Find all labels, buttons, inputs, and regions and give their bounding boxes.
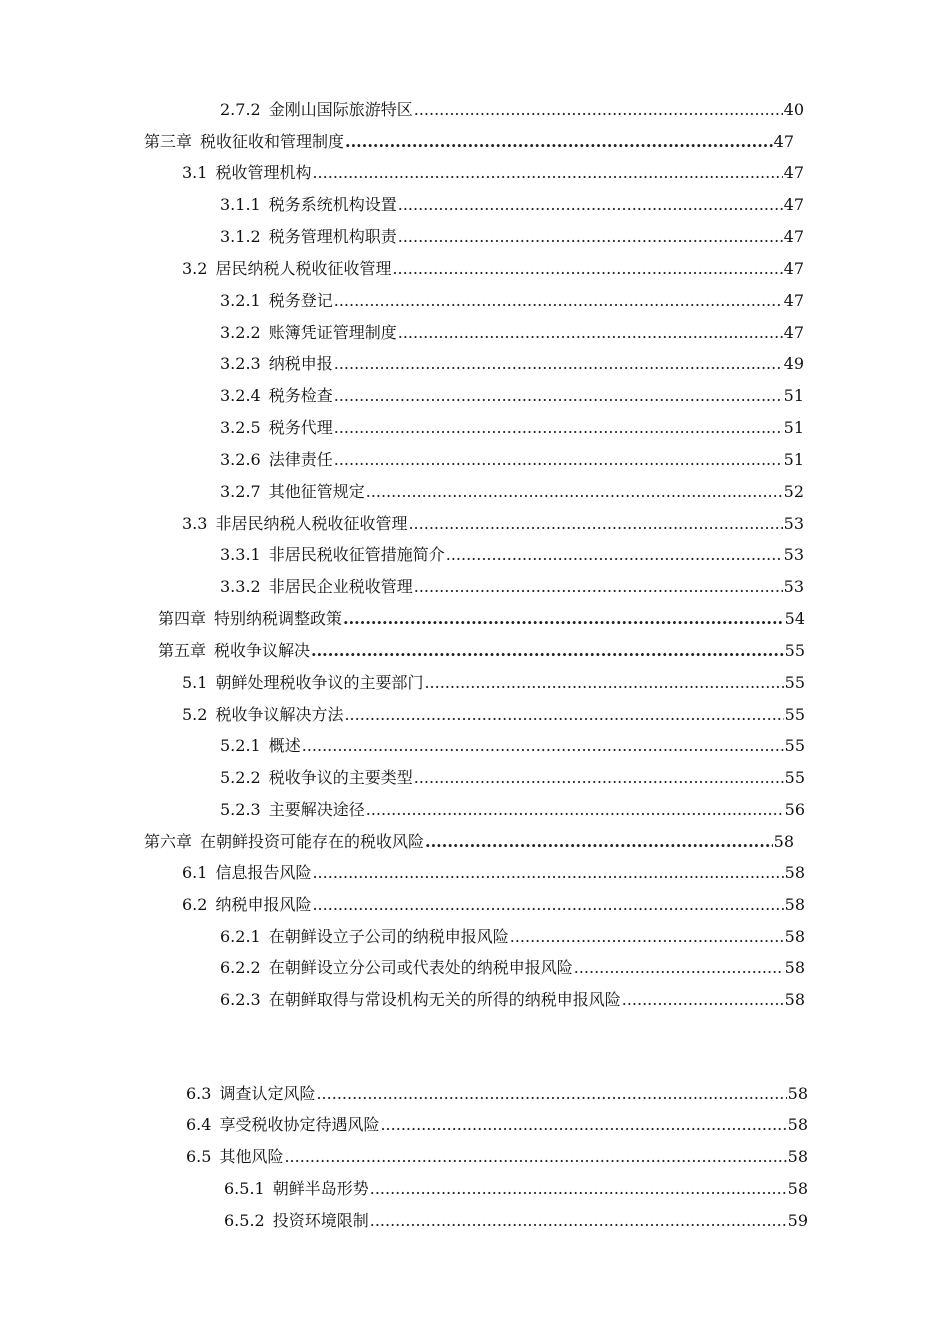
dot-leader <box>510 925 784 949</box>
toc-entry-6-4[interactable] <box>186 1113 808 1137</box>
toc-entry-number: 6.4 <box>186 1115 212 1134</box>
toc-entry-number: 第六章 <box>144 832 193 851</box>
toc-entry-page: 51 <box>783 386 804 405</box>
toc-entry-number: 6.2.1 <box>220 927 261 946</box>
toc-entry-5-2[interactable] <box>182 703 805 727</box>
toc-entry-number: 2.7.2 <box>220 100 261 119</box>
toc-entry-number: 5.2.3 <box>220 800 261 819</box>
toc-entry-page: 58 <box>784 990 805 1009</box>
dot-leader <box>334 352 783 376</box>
toc-entry-number: 6.2 <box>182 895 208 914</box>
toc-entry-6-2-1[interactable] <box>220 925 805 949</box>
dot-leader <box>398 193 783 217</box>
toc-entry-6-5-2[interactable] <box>224 1209 808 1233</box>
toc-entry-title: 调查认定风险 <box>219 1084 316 1103</box>
toc-entry-page: 58 <box>787 1147 808 1166</box>
dot-leader <box>334 448 783 472</box>
toc-entry-title: 其他风险 <box>219 1147 284 1166</box>
toc-entry-number: 第三章 <box>144 132 193 151</box>
dot-leader <box>380 1113 786 1137</box>
toc-entry-page: 47 <box>783 259 804 278</box>
toc-entry-2-7-2[interactable] <box>220 98 804 122</box>
toc-entry-page: 58 <box>784 863 805 882</box>
toc-entry-number: 6.5.1 <box>224 1179 265 1198</box>
toc-entry-number: 6.5.2 <box>224 1211 265 1230</box>
toc-entry-6-2[interactable] <box>182 893 805 917</box>
toc-entry-3-2-1[interactable] <box>220 289 804 313</box>
dot-leader <box>370 1209 787 1233</box>
dot-leader <box>408 512 782 536</box>
toc-entry-number: 6.2.2 <box>220 958 261 977</box>
toc-entry-number: 3.2.1 <box>220 291 261 310</box>
toc-entry-page: 55 <box>784 736 805 755</box>
dot-leader <box>425 830 773 854</box>
dot-leader <box>334 289 783 313</box>
toc-entry-number: 3.2.6 <box>220 450 261 469</box>
toc-entry-page: 51 <box>783 418 804 437</box>
toc-entry-page: 47 <box>783 291 804 310</box>
toc-entry-page: 52 <box>783 482 804 501</box>
toc-entry-page: 54 <box>784 609 805 628</box>
toc-entry-6-5[interactable] <box>186 1145 808 1169</box>
toc-entry-number: 3.1.1 <box>220 195 261 214</box>
dot-leader <box>284 1145 786 1169</box>
toc-entry-5-2-3[interactable] <box>220 798 805 822</box>
toc-entry-title: 非居民纳税人税收征收管理 <box>215 514 408 533</box>
toc-entry-page: 51 <box>783 450 804 469</box>
toc-entry-title: 税务检查 <box>268 386 333 405</box>
toc-entry-page: 47 <box>783 227 804 246</box>
dot-leader <box>424 671 783 695</box>
dot-leader <box>366 480 783 504</box>
toc-entry-title: 税务系统机构设置 <box>268 195 397 214</box>
toc-entry-number: 3.1.2 <box>220 227 261 246</box>
toc-entry-page: 40 <box>783 100 804 119</box>
toc-entry-3-1[interactable] <box>182 161 804 185</box>
toc-entry-page: 58 <box>784 895 805 914</box>
toc-entry-3-2-4[interactable] <box>220 384 804 408</box>
toc-entry-title: 居民纳税人税收征收管理 <box>215 259 392 278</box>
toc-entry-title: 在朝鲜取得与常设机构无关的所得的纳税申报风险 <box>268 990 621 1009</box>
toc-entry-title: 金刚山国际旅游特区 <box>268 100 413 119</box>
toc-entry-page: 47 <box>773 132 794 151</box>
toc-entry-3-3[interactable] <box>182 512 804 536</box>
dot-leader <box>302 734 784 758</box>
toc-entry-page: 58 <box>787 1179 808 1198</box>
toc-entry-title: 税务代理 <box>268 418 333 437</box>
toc-entry-3-1-1[interactable] <box>220 193 804 217</box>
toc-entry-5-1[interactable] <box>182 671 805 695</box>
toc-entry-3-3-2[interactable] <box>220 575 804 599</box>
toc-entry-title: 税收管理机构 <box>215 163 312 182</box>
dot-leader <box>398 321 783 345</box>
toc-entry-5-2-2[interactable] <box>220 766 805 790</box>
dot-leader <box>312 893 783 917</box>
dot-leader <box>414 575 783 599</box>
toc-entry-page: 53 <box>783 545 804 564</box>
toc-entry-page: 55 <box>784 673 805 692</box>
toc-entry-page: 58 <box>787 1084 808 1103</box>
toc-entry-title: 信息报告风险 <box>215 863 312 882</box>
toc-entry-number: 3.1 <box>182 163 208 182</box>
toc-entry-title: 税收征收和管理制度 <box>200 132 345 151</box>
toc-entry-title: 其他征管规定 <box>268 482 365 501</box>
dot-leader <box>334 416 783 440</box>
toc-entry-page: 55 <box>784 705 805 724</box>
dot-leader <box>392 257 782 281</box>
toc-entry-6-1[interactable] <box>182 861 805 885</box>
toc-entry-number: 第五章 <box>158 641 207 660</box>
toc-entry-number: 5.1 <box>182 673 208 692</box>
toc-entry-title: 朝鲜处理税收争议的主要部门 <box>215 673 424 692</box>
toc-entry-title: 纳税申报风险 <box>215 895 312 914</box>
toc-entry-page: 53 <box>783 514 804 533</box>
toc-entry-number: 3.2.3 <box>220 354 261 373</box>
toc-entry-title: 纳税申报 <box>268 354 333 373</box>
toc-entry-title: 投资环境限制 <box>272 1211 369 1230</box>
toc-entry-number: 5.2 <box>182 705 208 724</box>
toc-entry-title: 在朝鲜设立子公司的纳税申报风险 <box>268 927 509 946</box>
dot-leader <box>316 1082 786 1106</box>
toc-entry-title: 税收争议解决方法 <box>215 705 344 724</box>
dot-leader <box>312 161 782 185</box>
toc-entry-page: 58 <box>784 958 805 977</box>
toc-entry-number: 5.2.2 <box>220 768 261 787</box>
toc-chapter-5[interactable] <box>158 639 805 663</box>
toc-entry-number: 3.3.2 <box>220 577 261 596</box>
dot-leader <box>414 98 783 122</box>
toc-entry-number: 第四章 <box>158 609 207 628</box>
toc-entry-6-2-2[interactable] <box>220 956 805 980</box>
dot-leader <box>334 384 783 408</box>
toc-chapter-4[interactable] <box>158 607 805 631</box>
dot-leader <box>311 639 784 663</box>
dot-leader <box>345 130 773 154</box>
toc-entry-number: 3.2.7 <box>220 482 261 501</box>
dot-leader <box>574 956 784 980</box>
toc-entry-title: 非居民税收征管措施简介 <box>268 545 445 564</box>
toc-entry-page: 58 <box>787 1115 808 1134</box>
toc-chapter-6[interactable] <box>144 830 794 854</box>
toc-entry-3-2-6[interactable] <box>220 448 804 472</box>
toc-entry-title: 税务管理机构职责 <box>268 227 397 246</box>
toc-entry-page: 55 <box>784 641 805 660</box>
toc-entry-page: 56 <box>784 800 805 819</box>
toc-entry-number: 3.3 <box>182 514 208 533</box>
toc-entry-3-2[interactable] <box>182 257 804 281</box>
toc-entry-page: 59 <box>787 1211 808 1230</box>
toc-entry-page: 47 <box>783 163 804 182</box>
toc-entry-5-2-1[interactable] <box>220 734 805 758</box>
toc-entry-page: 55 <box>784 768 805 787</box>
toc-entry-title: 主要解决途径 <box>268 800 365 819</box>
toc-entry-title: 非居民企业税收管理 <box>268 577 413 596</box>
toc-entry-title: 账簿凭证管理制度 <box>268 323 397 342</box>
toc-entry-3-2-3[interactable] <box>220 352 804 376</box>
toc-entry-page: 58 <box>773 832 794 851</box>
toc-entry-title: 法律责任 <box>268 450 333 469</box>
toc-entry-title: 概述 <box>268 736 301 755</box>
toc-entry-3-2-5[interactable] <box>220 416 804 440</box>
toc-entry-page: 47 <box>783 323 804 342</box>
toc-entry-number: 3.3.1 <box>220 545 261 564</box>
dot-leader <box>414 766 784 790</box>
toc-entry-title: 享受税收协定待遇风险 <box>219 1115 380 1134</box>
dot-leader <box>344 703 783 727</box>
toc-entry-title: 税务登记 <box>268 291 333 310</box>
dot-leader <box>343 607 784 631</box>
toc-entry-number: 3.2.4 <box>220 386 261 405</box>
toc-entry-page: 47 <box>783 195 804 214</box>
dot-leader <box>446 543 783 567</box>
dot-leader <box>622 988 784 1012</box>
toc-entry-3-3-1[interactable] <box>220 543 804 567</box>
toc-entry-page: 53 <box>783 577 804 596</box>
toc-entry-title: 在朝鲜投资可能存在的税收风险 <box>200 832 425 851</box>
toc-entry-number: 6.2.3 <box>220 990 261 1009</box>
toc-entry-number: 3.2.5 <box>220 418 261 437</box>
toc-entry-3-2-7[interactable] <box>220 480 804 504</box>
toc-entry-number: 5.2.1 <box>220 736 261 755</box>
toc-entry-6-5-1[interactable] <box>224 1177 808 1201</box>
toc-entry-3-2-2[interactable] <box>220 321 804 345</box>
toc-entry-6-2-3[interactable] <box>220 988 805 1012</box>
dot-leader <box>366 798 784 822</box>
toc-entry-6-3[interactable] <box>186 1082 808 1106</box>
toc-chapter-3[interactable] <box>144 130 794 154</box>
toc-entry-number: 6.3 <box>186 1084 212 1103</box>
toc-entry-number: 3.2 <box>182 259 208 278</box>
toc-entry-title: 特别纳税调整政策 <box>214 609 343 628</box>
dot-leader <box>398 225 783 249</box>
toc-entry-title: 税收争议的主要类型 <box>268 768 413 787</box>
toc-entry-title: 朝鲜半岛形势 <box>272 1179 369 1198</box>
toc-entry-page: 49 <box>783 354 804 373</box>
toc-entry-title: 在朝鲜设立分公司或代表处的纳税申报风险 <box>268 958 573 977</box>
toc-entry-number: 6.1 <box>182 863 208 882</box>
toc-entry-page: 58 <box>784 927 805 946</box>
toc-entry-3-1-2[interactable] <box>220 225 804 249</box>
dot-leader <box>370 1177 787 1201</box>
toc-entry-number: 3.2.2 <box>220 323 261 342</box>
toc-entry-title: 税收争议解决 <box>214 641 311 660</box>
dot-leader <box>312 861 783 885</box>
toc-entry-number: 6.5 <box>186 1147 212 1166</box>
